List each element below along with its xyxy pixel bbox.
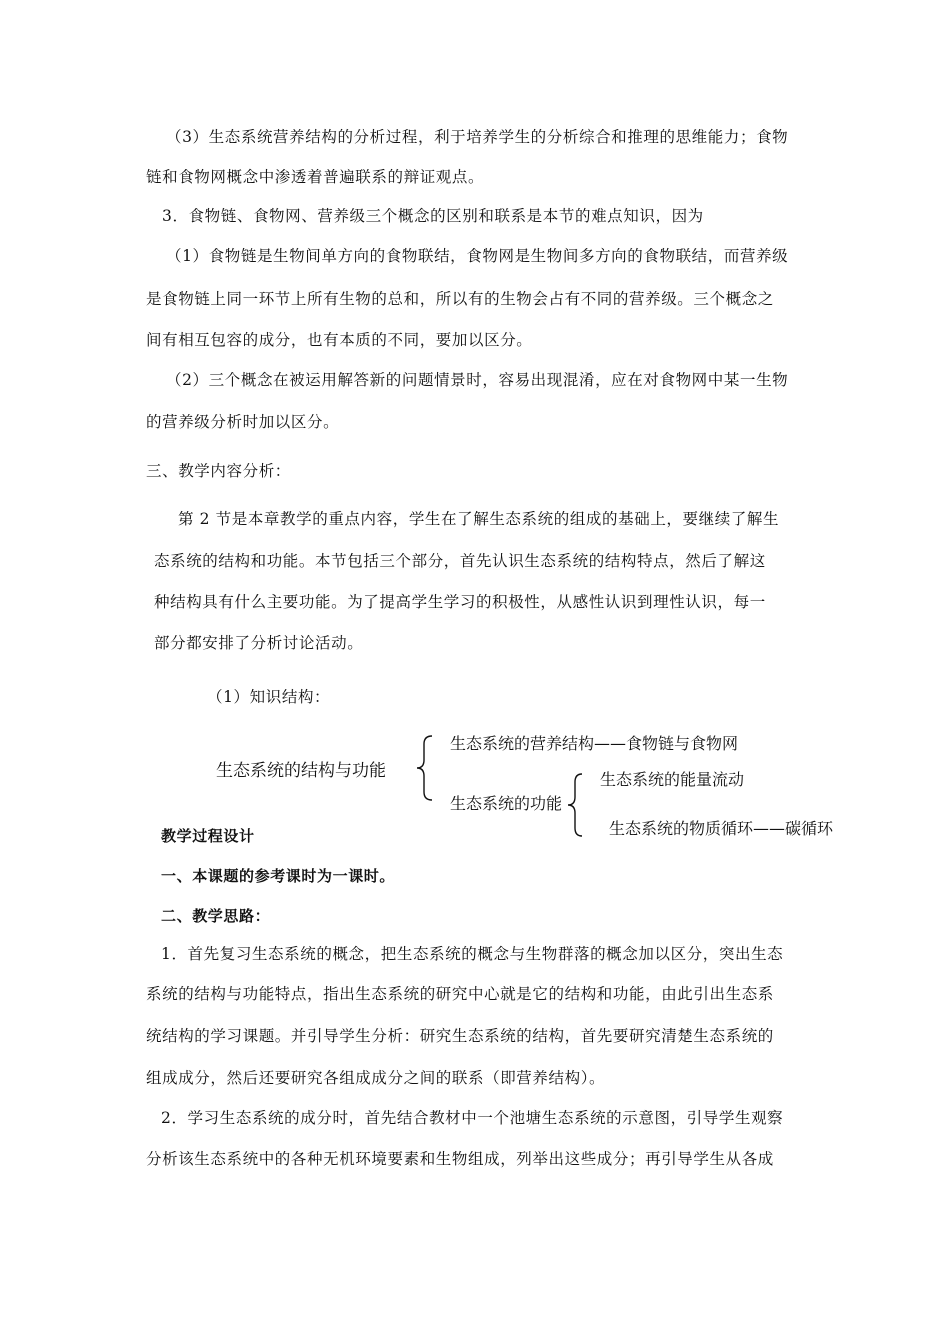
paragraph-line: 部分都安排了分析讨论活动。: [154, 634, 364, 652]
left-brace-icon: [566, 772, 586, 838]
section-heading: 二、教学思路：: [161, 907, 271, 925]
paragraph-line: 第 2 节是本章教学的重点内容，学生在了解生态系统的组成的基础上，要继续了解生: [178, 510, 780, 528]
paragraph-line: 态系统的结构和功能。本节包括三个部分，首先认识生态系统的结构特点，然后了解这: [154, 552, 766, 570]
section-heading: 三、教学内容分析：: [146, 462, 291, 480]
paragraph-line: 组成成分，然后还要研究各组成成分之间的联系（即营养结构）。: [146, 1069, 606, 1087]
knowledge-structure-label: （1）知识结构：: [207, 688, 331, 706]
diagram-sub-material-cycle: 生态系统的物质循环——碳循环: [609, 819, 834, 838]
paragraph-line: 2．学习生态系统的成分时，首先结合教材中一个池塘生态系统的示意图，引导学生观察: [161, 1109, 784, 1127]
paragraph-line: 是食物链上同一环节上所有生物的总和，所以有的生物会占有不同的营养级。三个概念之: [146, 290, 774, 308]
paragraph-line: （1）食物链是生物间单方向的食物联结，食物网是生物间多方向的食物联结，而营养级: [166, 247, 789, 265]
paragraph-line: 种结构具有什么主要功能。为了提高学生学习的积极性，从感性认识到理性认识，每一: [154, 593, 766, 611]
paragraph-line: （3）生态系统营养结构的分析过程，利于培养学生的分析综合和推理的思维能力；食物: [166, 128, 789, 146]
diagram-branch-function: 生态系统的功能: [450, 794, 563, 813]
left-brace-icon: [416, 734, 436, 802]
paragraph-line: 3．食物链、食物网、营养级三个概念的区别和联系是本节的难点知识，因为: [162, 207, 704, 225]
paragraph-line: 的营养级分析时加以区分。: [146, 413, 340, 431]
diagram-branch-nutrition: 生态系统的营养结构——食物链与食物网: [450, 734, 739, 753]
paragraph-line: 1．首先复习生态系统的概念，把生态系统的概念与生物群落的概念加以区分，突出生态: [161, 945, 784, 963]
section-heading: 一、本课题的参考课时为一课时。: [161, 867, 396, 885]
paragraph-line: 分析该生态系统中的各种无机环境要素和生物组成，列举出这些成分；再引导学生从各成: [146, 1150, 774, 1168]
paragraph-line: 统结构的学习课题。并引导学生分析：研究生态系统的结构，首先要研究清楚生态系统的: [146, 1027, 774, 1045]
diagram-root: 生态系统的结构与功能: [216, 761, 386, 781]
design-title: 教学过程设计: [161, 827, 255, 845]
diagram-sub-energy-flow: 生态系统的能量流动: [600, 770, 745, 789]
paragraph-line: 系统的结构与功能特点，指出生态系统的研究中心就是它的结构和功能，由此引出生态系: [146, 985, 774, 1003]
paragraph-line: 链和食物网概念中渗透着普遍联系的辩证观点。: [146, 168, 485, 186]
paragraph-line: （2）三个概念在被运用解答新的问题情景时，容易出现混淆，应在对食物网中某一生物: [166, 371, 789, 389]
paragraph-line: 间有相互包容的成分，也有本质的不同，要加以区分。: [146, 331, 533, 349]
